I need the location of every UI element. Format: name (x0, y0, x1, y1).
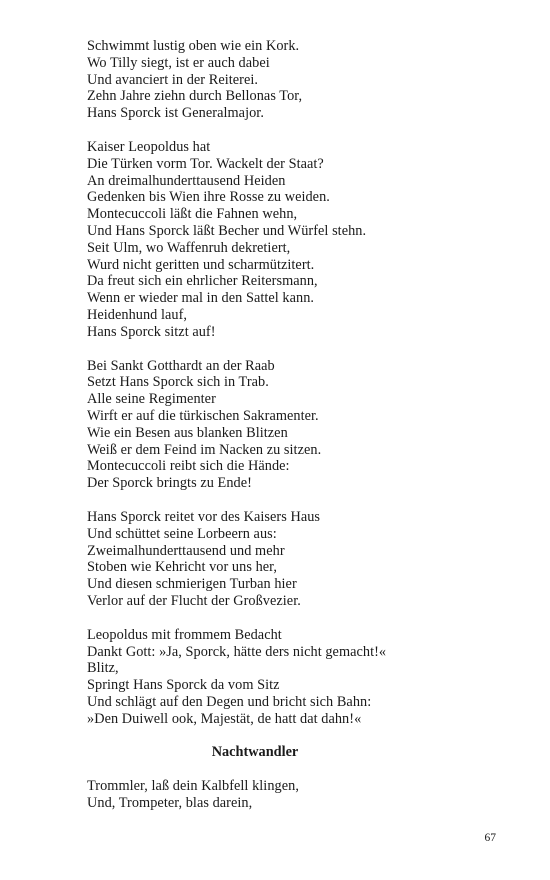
poem-line: Springt Hans Sporck da vom Sitz (87, 677, 280, 694)
poem-title: Nachtwandler (211, 744, 299, 761)
poem-line: Der Sporck bringts zu Ende! (87, 475, 252, 492)
poem-line: Und, Trompeter, blas darein, (87, 795, 253, 812)
poem-line: Alle seine Regimenter (87, 391, 216, 408)
poem-line: Montecuccoli läßt die Fahnen wehn, (87, 206, 298, 223)
page-number: 67 (484, 832, 496, 844)
poem-line: Hans Sporck ist Generalmajor. (87, 105, 264, 122)
poem-line: Blitz, (87, 660, 119, 677)
poem-line: Und avanciert in der Reiterei. (87, 71, 259, 88)
poem-line: Wo Tilly siegt, ist er auch dabei (87, 54, 270, 71)
poem-line: Zehn Jahre ziehn durch Bellonas Tor, (87, 88, 303, 105)
next-poem-stanza (87, 778, 527, 812)
poem-line: Hans Sporck sitzt auf! (87, 323, 216, 340)
poem-line: Hans Sporck reitet vor des Kaisers Haus (87, 508, 321, 525)
poem-line: Montecuccoli reibt sich die Hände: (87, 458, 290, 475)
poem-line: Kaiser Leopoldus hat (87, 138, 211, 155)
poem-line: Die Türken vorm Tor. Wackelt der Staat? (87, 155, 324, 172)
poem-line: Da freut sich ein ehrlicher Reitersmann, (87, 273, 318, 290)
poem-line: Und schüttet seine Lorbeern aus: (87, 525, 277, 542)
poem-line: Setzt Hans Sporck sich in Trab. (87, 374, 269, 391)
poem-line: »Den Duiwell ook, Majestät, de hatt dat dahn!« (87, 710, 362, 727)
poem-line: Und schlägt auf den Degen und bricht sich Bahn: (87, 693, 372, 710)
poem-line: Bei Sankt Gotthardt an der Raab (87, 357, 275, 374)
poem-line: An dreimalhunderttausend Heiden (87, 172, 286, 189)
poem-line: Schwimmt lustig oben wie ein Kork. (87, 38, 300, 54)
poem-line: Gedenken bis Wien ihre Rosse zu weiden. (87, 189, 330, 206)
poem-line: Dankt Gott: »Ja, Sporck, hätte ders nicht gemacht!« (87, 643, 387, 660)
poem-line: Stoben wie Kehricht vor uns her, (87, 559, 278, 576)
poem-line: Wurd nicht geritten und scharmützitert. (87, 256, 315, 273)
poem-line: Zweimalhunderttausend und mehr (87, 542, 285, 559)
poem-line: Wirft er auf die türkischen Sakramenter. (87, 407, 319, 424)
poem-line: Weiß er dem Feind im Nacken zu sitzen. (87, 441, 322, 458)
poem-line: Verlor auf der Flucht der Großvezier. (87, 592, 301, 609)
stanza-2 (87, 139, 527, 341)
poem-line: Leopoldus mit frommem Bedacht (87, 626, 282, 643)
poem-page (87, 38, 527, 829)
poem-line: Trommler, laß dein Kalbfell klingen, (87, 778, 299, 795)
poem-line: Seit Ulm, wo Waffenruh dekretiert, (87, 239, 291, 256)
poem-line: Heidenhund lauf, (87, 306, 188, 323)
poem-line: Und Hans Sporck läßt Becher und Würfel stehn. (87, 222, 367, 239)
poem-line: Wenn er wieder mal in den Sattel kann. (87, 290, 315, 307)
stanza-3 (87, 358, 527, 492)
stanza-4 (87, 509, 527, 610)
stanza-5 (87, 627, 527, 728)
poem-line: Und diesen schmierigen Turban hier (87, 576, 297, 593)
stanza-1 (87, 38, 527, 122)
poem-line: Wie ein Besen aus blanken Blitzen (87, 424, 288, 441)
